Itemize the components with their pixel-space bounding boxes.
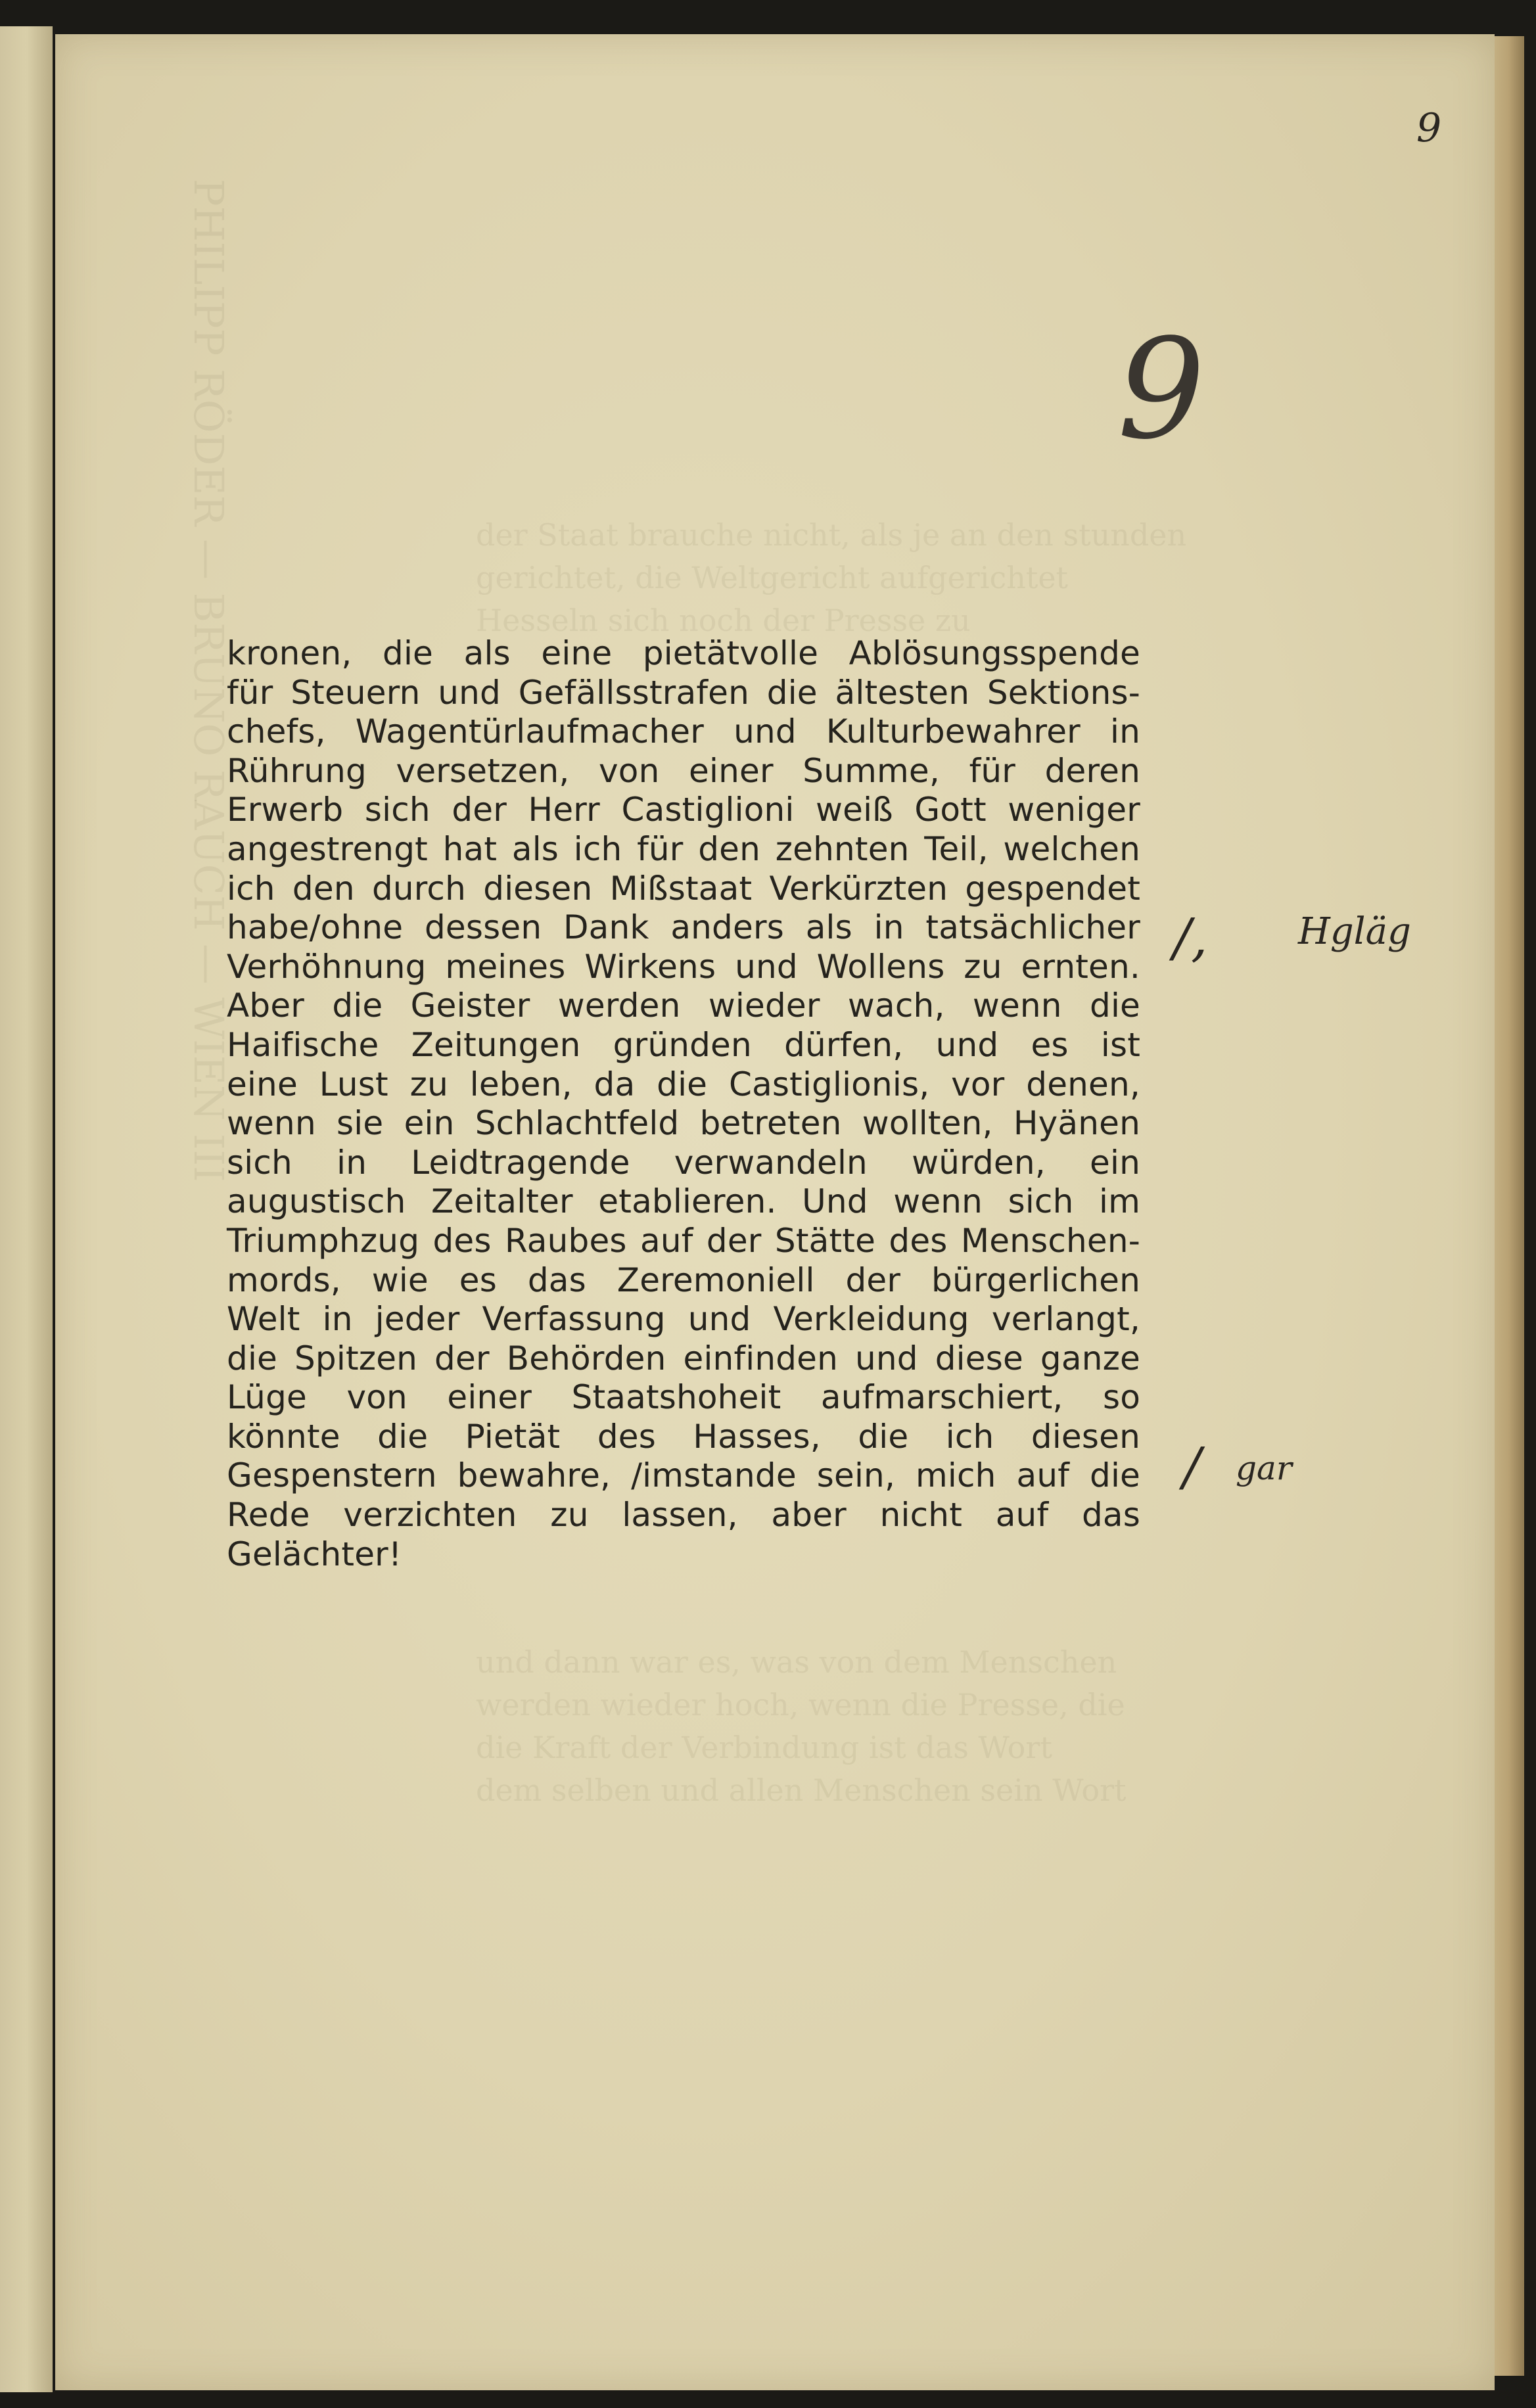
margin-mark-1: /, [1173,907,1208,968]
text-line: die Spitzen der Behörden einfinden und diese ganze [227,1339,1140,1378]
text-line: augustisch Zeitalter etablieren. Und wenn sich im [227,1182,1140,1221]
text-line: Verhöhnung meines Wirkens und Wollens zu ernten. [227,947,1140,986]
show-through-text: gerichtet, die Weltgericht aufgerichtet [476,560,1069,595]
text-line: eine Lust zu leben, da die Castiglionis, vor denen, [227,1065,1140,1103]
text-line: Welt in jeder Verfassung und Verkleidung verlangt, [227,1300,1140,1339]
text-line: Erwerb sich der Herr Castiglioni weiß Gott weniger [227,791,1140,829]
show-through-text: der Staat brauche nicht, als je an den stunden [476,517,1187,553]
handwritten-numeral: 9 [1117,309,1205,470]
text-line: Gelächter! [227,1535,402,1573]
show-through-text: die Kraft der Verbindung ist das Wort [476,1730,1052,1765]
show-through-text: dem selben und allen Menschen sein Wort [476,1772,1127,1808]
show-through-text: Hesseln sich noch der Presse zu [476,603,971,638]
text-line: Triumphzug des Raubes auf der Stätte des Menschen- [227,1221,1140,1260]
text-line: sich in Leidtragende verwandeln würden, ein [227,1143,1140,1182]
text-line: angestrengt hat als ich für den zehnten Teil, welchen [227,829,1140,868]
text-line: chefs, Wagentürlaufmacher und Kulturbewahrer in [227,712,1140,751]
text-line: kronen, die als eine pietätvolle Ablösungsspende [227,634,1140,672]
text-line: für Steuern und Gefällsstrafen die ältesten Sektions- [227,673,1140,712]
margin-note-1: Hgläg [1298,910,1411,953]
text-line: mords, wie es das Zeremoniell der bürgerlichen [227,1261,1140,1299]
show-through-stamp: PHILIPP RÖDER — BRUNO RAUCH — WIEN III [185,179,233,1182]
show-through-text: werden wieder hoch, wenn die Presse, die [476,1687,1125,1723]
text-line: habe/ohne dessen Dank anders als in tatsächlicher [227,908,1140,947]
margin-note-2: gar [1236,1449,1292,1487]
text-line: Gespenstern bewahre, /imstande sein, mich auf die [227,1456,1140,1495]
text-line: Haifische Zeitungen gründen dürfen, und es ist [227,1025,1140,1064]
text-line: könnte die Pietät des Hasses, die ich diesen [227,1417,1140,1456]
body-text [227,634,1140,1574]
show-through-text: und dann war es, was von dem Menschen [476,1644,1117,1680]
previous-page-edge [0,26,53,2392]
text-line: Aber die Geister werden wieder wach, wenn die [227,986,1140,1025]
text-line: wenn sie ein Schlachtfeld betreten wollten, Hyänen [227,1104,1140,1143]
text-line: Rede verzichten zu lassen, aber nicht auf das [227,1496,1140,1535]
text-line: Rührung versetzen, von einer Summe, für deren [227,751,1140,790]
margin-mark-2: / [1183,1436,1201,1497]
text-line: Lüge von einer Staatshoheit aufmarschiert, so [227,1378,1140,1417]
text-line: ich den durch diesen Mißstaat Verkürzten gespendet [227,869,1140,908]
page-number-handwritten: 9 [1416,105,1442,151]
